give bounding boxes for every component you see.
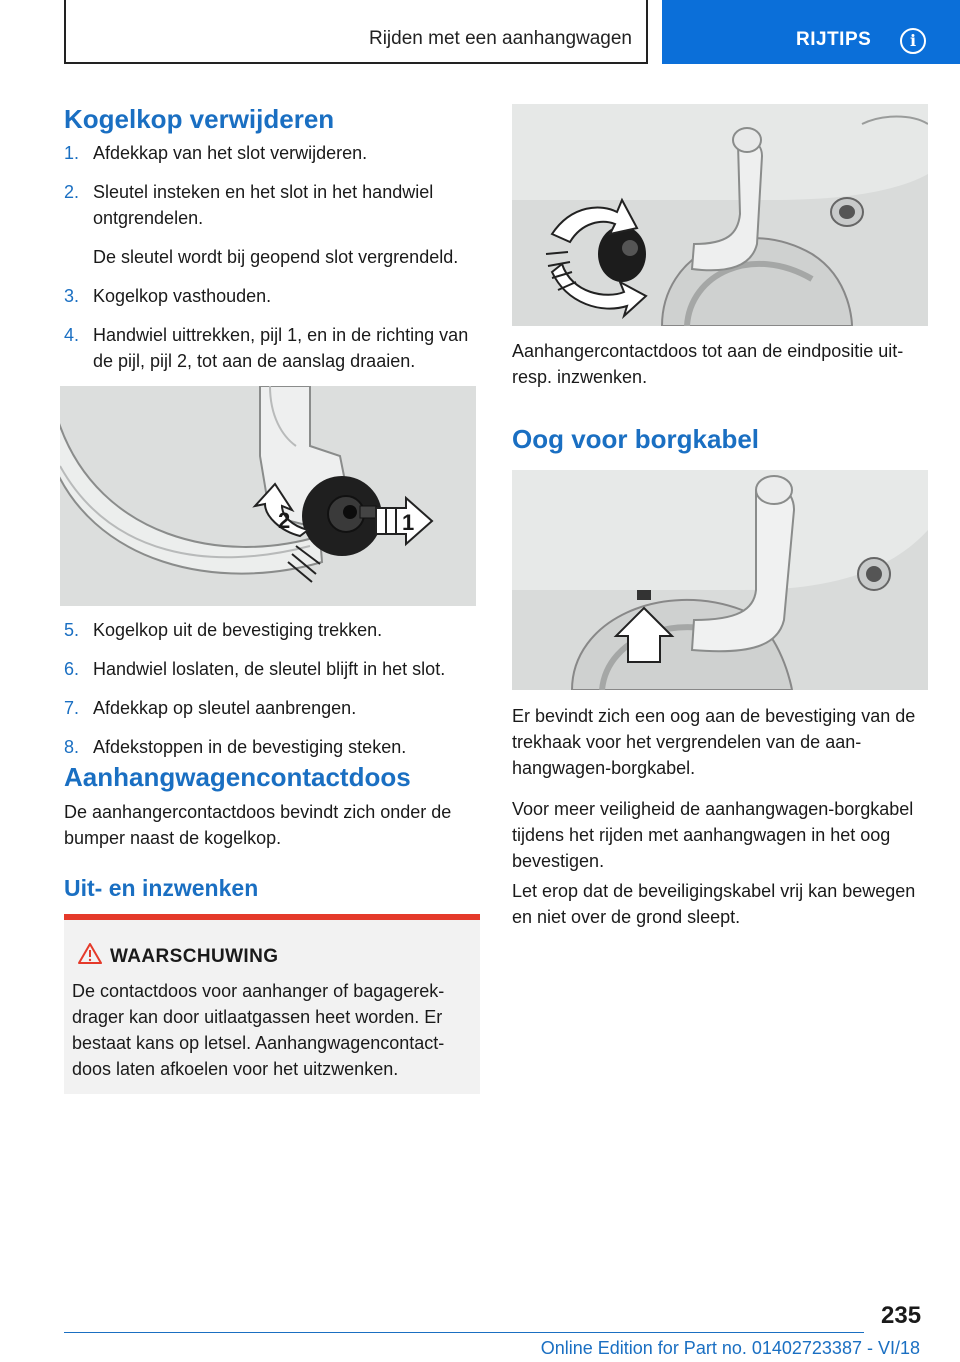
paragraph-oog: Er bevindt zich een oog aan de bevestiging van de trekhaak voor het vergrendelen van de aanhangwagen-borgkabel. <box>512 706 916 778</box>
arrow-label-2: 2 <box>278 508 291 533</box>
page-number: 235 <box>881 1302 922 1329</box>
borgkabel-illustration <box>512 470 928 690</box>
chapter-tab[interactable] <box>662 0 960 64</box>
list-item: 2. Sleutel insteken en het slot in het handwiel ontgrendelen. De sleutel wordt bij geopend slot vergrendeld. <box>64 182 459 267</box>
steps-list-a <box>64 140 476 387</box>
header-section-box <box>64 0 648 64</box>
paragraph-veiligheid: Voor meer veiligheid de aanhangwagen-borgkabel tijdens het rijden met aanhangwagen in het oog bevestigen. <box>512 799 914 871</box>
contactdoos-illustration <box>512 104 928 326</box>
figure-contactdoos <box>512 104 928 326</box>
footer-divider <box>64 1332 864 1333</box>
handwheel-illustration <box>60 386 476 606</box>
heading-kogelkop-verwijderen: Kogelkop verwijderen <box>64 104 335 134</box>
caption-contactdoos: Aanhangercontactdoos tot aan de eindpositie uit- resp. inzwenken. <box>512 341 904 387</box>
figure-borgkabel <box>512 470 928 690</box>
heading-oog-voor-borgkabel: Oog voor borgkabel <box>512 424 760 454</box>
paragraph-beveiligingskabel: Let erop dat de beveiligingskabel vrij kan bewegen en niet over de grond sleept. <box>512 881 916 927</box>
list-item: 6. Handwiel loslaten, de sleutel blijft in het slot. <box>64 659 446 679</box>
list-item: 4. Handwiel uittrekken, pijl 1, en in de richting van de pijl, pijl 2, tot aan de aanslag draaien. <box>64 325 469 371</box>
section-title: Rijden met een aanhangwagen <box>368 28 632 49</box>
warning-body: De contactdoos voor aanhanger of bagagerekdrager kan door uitlaatgassen heet worden. Er bestaat kans op letsel. Aanhangwagencontactdoos laten afkoelen voor het uitzwenken. <box>72 981 445 1079</box>
warning-box <box>64 914 480 1094</box>
heading-uit-inzwenken: Uit- en inzwenken <box>64 875 259 901</box>
chapter-tab-label: RIJTIPS <box>796 29 872 50</box>
info-icon: i <box>900 28 926 54</box>
warning-title: WAARSCHUWING <box>110 946 279 967</box>
warning-triangle-icon <box>78 942 102 964</box>
list-item: 5. Kogelkop uit de bevestiging trekken. <box>64 620 383 640</box>
heading-aanhangwagencontactdoos: Aanhangwagencontactdoos <box>64 762 411 792</box>
figure-handwheel <box>60 386 476 606</box>
list-item: 7. Afdekkap op sleutel aanbrengen. <box>64 698 357 718</box>
list-item: 1. Afdekkap van het slot verwijderen. <box>64 143 368 163</box>
footer-edition: Online Edition for Part no. 01402723387 - VI/18 <box>540 1338 920 1358</box>
steps-list-b <box>64 617 476 773</box>
paragraph-contactdoos: De aanhangercontactdoos bevindt zich onder de bumper naast de kogelkop. <box>64 802 452 848</box>
list-item: 8. Afdekstoppen in de bevestiging steken. <box>64 737 407 757</box>
list-item: 3. Kogelkop vasthouden. <box>64 286 272 306</box>
arrow-label-1: 1 <box>402 510 415 535</box>
